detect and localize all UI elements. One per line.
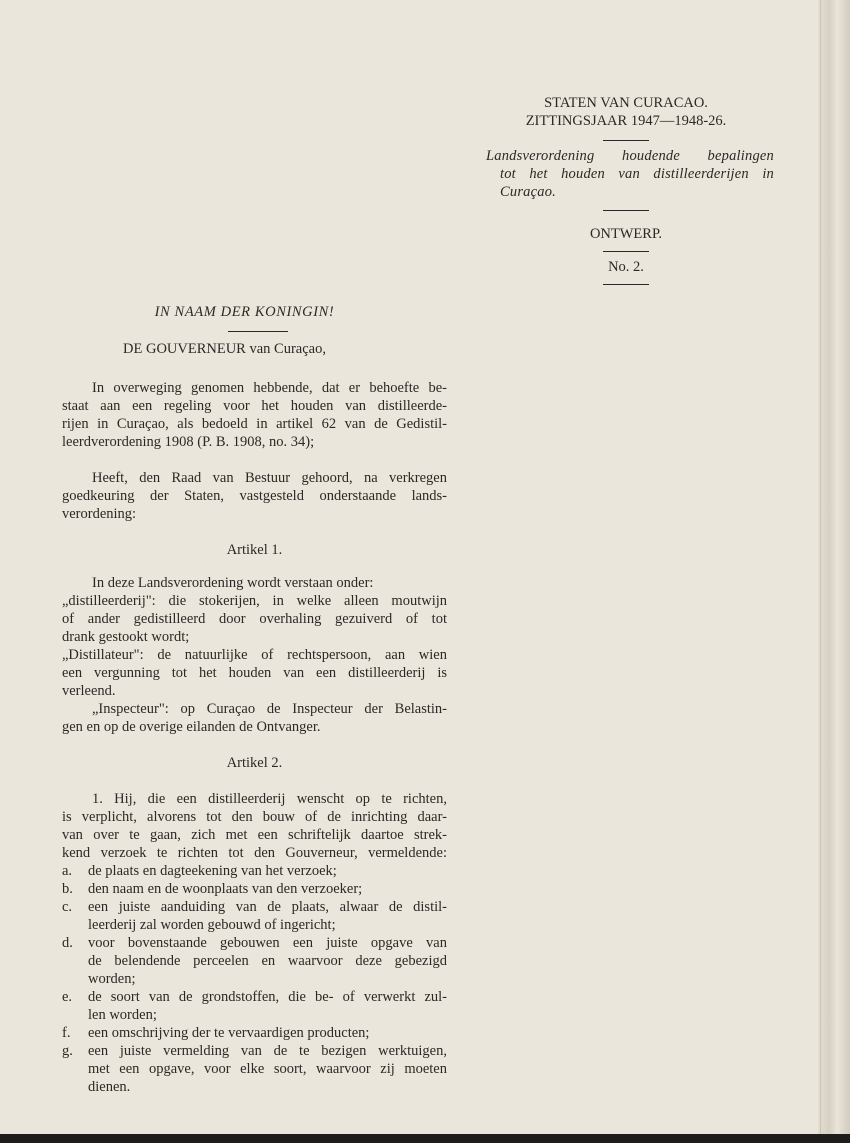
article-2-title: Artikel 2. <box>226 755 283 771</box>
list-item-label: c. <box>62 899 73 915</box>
list-item-text: leerderij zal worden gebouwd of ingericht; <box>88 917 336 933</box>
list-item-label: d. <box>62 935 73 951</box>
list-item <box>62 880 447 898</box>
governor-heading: DE GOUVERNEUR van Curaçao, <box>123 341 326 357</box>
preamble-enacted: Heeft, den Raad van Bestuur gehoord, na verkregen goedkeuring der Staten, vastgesteld onderstaande lands- verordening: <box>62 470 447 522</box>
in-name-heading: IN NAAM DER KONINGIN! <box>154 304 335 320</box>
list-item-text: den naam en de woonplaats van den verzoeker; <box>88 881 363 897</box>
preamble-considering: In overweging genomen hebbende, dat er behoefte be- staat aan een regeling voor het houden van distilleerde- rijen in Curaçao, als bedoeld in artikel 62 van de Gedistil- leerdverordening 1908 (P. B. 1908, no. 34); <box>62 380 447 450</box>
list-item <box>62 934 447 988</box>
document-header <box>478 94 774 285</box>
list-item-text: worden; <box>88 971 136 987</box>
header-subject: Landsverordening houdende bepalingen tot het houden van distilleerderijen in Curaçao. <box>486 148 774 200</box>
list-item-label: e. <box>62 989 73 1005</box>
list-item-label: g. <box>62 1043 73 1059</box>
page-edge-line <box>820 0 821 1143</box>
heading-rule <box>228 331 288 332</box>
header-rule <box>603 210 649 211</box>
page-edge <box>818 0 850 1143</box>
article-2-items <box>62 862 447 1096</box>
list-item-text: de belendende perceelen en waarvoor deze gebezigd <box>88 953 447 969</box>
header-rule <box>603 284 649 285</box>
list-item <box>62 862 447 880</box>
header-rule <box>603 251 649 252</box>
list-item-label: f. <box>62 1025 71 1041</box>
list-item-text: voor bovenstaande gebouwen een juiste opgave van <box>88 935 447 951</box>
list-item-label: b. <box>62 881 73 897</box>
main-text <box>62 303 447 1096</box>
header-session-year: ZITTINGSJAAR 1947—1948-26. <box>525 113 727 129</box>
list-item <box>62 1042 447 1096</box>
list-item-text: een juiste aanduiding van de plaats, alwaar de distil- <box>88 899 447 915</box>
list-item-text: een omschrijving der te vervaardigen producten; <box>88 1025 370 1041</box>
header-title: STATEN VAN CURACAO. <box>544 95 708 111</box>
article-1-text: In deze Landsverordening wordt verstaan onder: „distilleerderij": die stokerijen, in welke alleen moutwijn of ander gedistilleerd door overhaling gezuiverd of tot drank gestookt wordt; „Distillateur": de natuurlijke of rechtspersoon, aan wien een vergunning tot het houden van een distilleerderij is verleend. „Inspecteur": op Curaçao de Inspecteur der Belastin- gen en op de overige eilanden de Ontvanger. <box>62 575 447 735</box>
list-item <box>62 898 447 934</box>
list-item-text: een juiste vermelding van de te bezigen werktuigen, <box>88 1043 447 1059</box>
list-item-text: de soort van de grondstoffen, die be- of verwerkt zul- <box>88 989 447 1005</box>
bottom-shadow <box>0 1134 850 1143</box>
list-item-text: len worden; <box>88 1007 157 1023</box>
list-item <box>62 988 447 1024</box>
list-item <box>62 1024 447 1042</box>
draft-label: ONTWERP. <box>589 226 663 242</box>
list-item-label: a. <box>62 863 73 879</box>
document-number: No. 2. <box>608 259 644 275</box>
list-item-text: met een opgave, voor elke soort, waarvoor zij moeten <box>88 1061 447 1077</box>
article-1-title: Artikel 1. <box>226 542 283 558</box>
header-rule <box>603 140 649 141</box>
article-2-intro: 1. Hij, die een distilleerderij wenscht op te richten, is verplicht, alvorens tot den bouw of de inrichting daar- van over te gaan, zich met een schriftelijk daartoe strek- kend verzoek te richten tot den Gouverneur, vermeldende: <box>62 791 447 861</box>
list-item-text: dienen. <box>88 1079 131 1095</box>
list-item-text: de plaats en dagteekening van het verzoek; <box>88 863 337 879</box>
